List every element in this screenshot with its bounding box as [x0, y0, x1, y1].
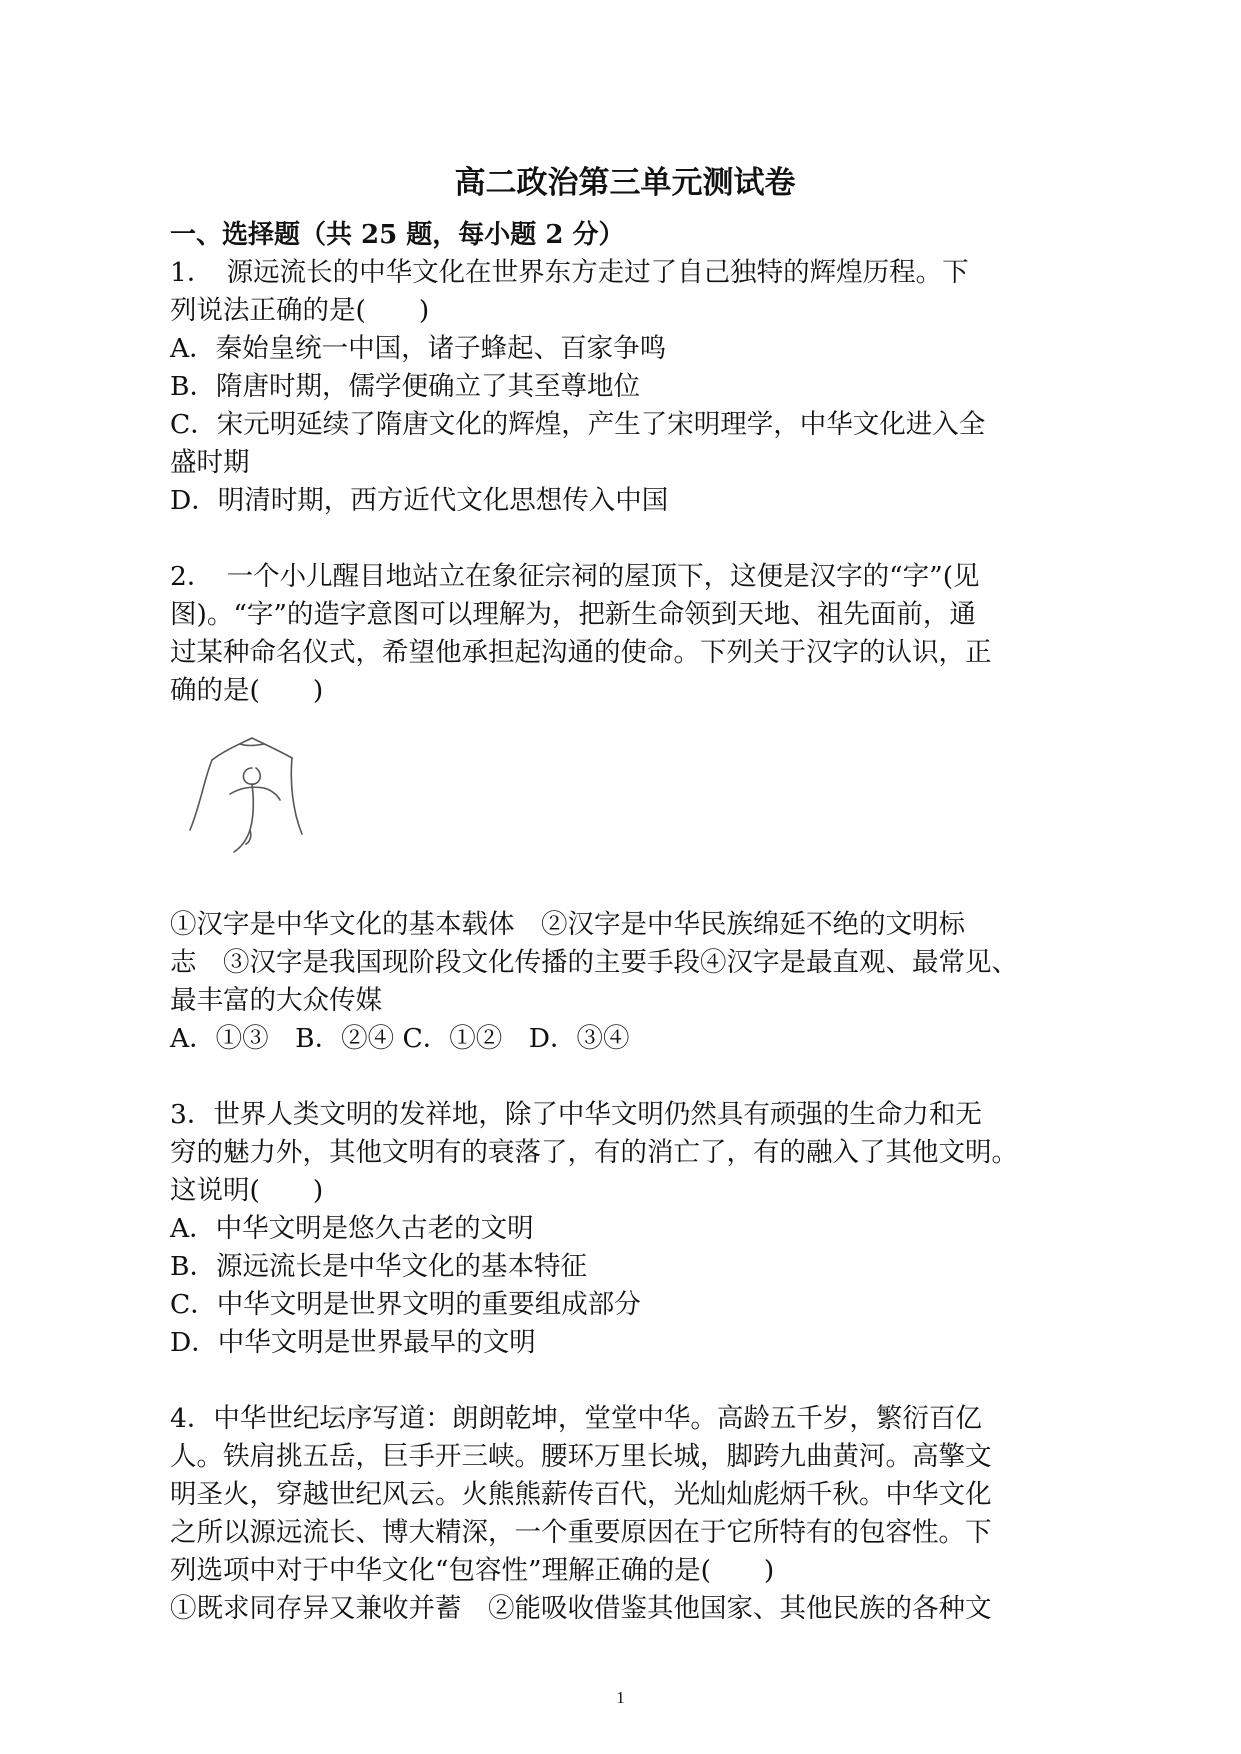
question-stem: 1． 源远流长的中华文化在世界东方走过了自己独特的辉煌历程。下 — [170, 257, 969, 288]
option-c: C．宋元明延续了隋唐文化的辉煌，产生了宋明理学，中华文化进入全 — [170, 409, 986, 440]
option-a: A．秦始皇统一中国，诸子蜂起、百家争鸣 — [170, 333, 667, 364]
option-d: D．明清时期，西方近代文化思想传入中国 — [170, 485, 669, 516]
page-number: 1 — [616, 1688, 625, 1707]
question-stem: 2． 一个小儿醒目地站立在象征宗祠的屋顶下，这便是汉字的“字”(见 — [170, 561, 980, 592]
question-stem: 之所以源远流长、博大精深，一个重要原因在于它所特有的包容性。下 — [170, 1517, 992, 1548]
option-b: B．源远流长是中华文化的基本特征 — [170, 1251, 587, 1282]
question-stem: 穷的魅力外，其他文明有的衰落了，有的消亡了，有的融入了其他文明。 — [170, 1137, 1018, 1168]
question-stem: 列选项中对于中华文化“包容性”理解正确的是( ) — [170, 1555, 775, 1586]
option-b: B．隋唐时期，儒学便确立了其至尊地位 — [170, 371, 640, 402]
statement-list: 最丰富的大众传媒 — [170, 985, 382, 1016]
spacer — [170, 1058, 1080, 1096]
question-stem: 4．中华世纪坛序写道：朗朗乾坤，堂堂中华。高龄五千岁，繁衍百亿 — [170, 1403, 982, 1434]
document-title: 高二政治第三单元测试卷 — [454, 165, 796, 201]
question-stem: 明圣火，穿越世纪风云。火熊熊薪传百代，光灿灿彪炳千秋。中华文化 — [170, 1479, 992, 1510]
option-c: C．中华文明是世界文明的重要组成部分 — [170, 1289, 641, 1320]
question-stem: 图)。“字”的造字意图可以理解为，把新生命领到天地、祖先面前，通 — [170, 599, 976, 630]
ancient-zi-character-icon — [180, 730, 320, 860]
ancient-character-figure — [170, 710, 1080, 906]
question-1 — [170, 254, 1080, 520]
statement-list: ①既求同存异又兼收并蓄 ②能吸收借鉴其他国家、其他民族的各种文 — [170, 1593, 992, 1624]
document-page — [170, 150, 1080, 1628]
statement-list: ①汉字是中华文化的基本载体 ②汉字是中华民族绵延不绝的文明标 — [170, 909, 965, 940]
section-heading: 一、选择题（共 25 题，每小题 2 分） — [170, 220, 625, 250]
spacer — [170, 1362, 1080, 1400]
answer-options: A．①③ B．②④ C．①② D．③④ — [170, 1023, 630, 1054]
question-stem: 过某种命名仪式，希望他承担起沟通的使命。下列关于汉字的认识，正 — [170, 637, 992, 668]
question-3 — [170, 1096, 1080, 1362]
question-stem: 3．世界人类文明的发祥地，除了中华文明仍然具有顽强的生命力和无 — [170, 1099, 982, 1130]
option-a: A．中华文明是悠久古老的文明 — [170, 1213, 534, 1244]
question-stem: 人。铁肩挑五岳，巨手开三峡。腰环万里长城，脚跨九曲黄河。高擎文 — [170, 1441, 992, 1472]
question-stem: 列说法正确的是( ) — [170, 295, 430, 326]
question-2 — [170, 558, 1080, 1058]
option-c: 盛时期 — [170, 447, 250, 478]
question-4 — [170, 1400, 1080, 1628]
option-d: D．中华文明是世界最早的文明 — [170, 1327, 536, 1358]
question-stem: 确的是( ) — [170, 675, 324, 706]
statement-list: 志 ③汉字是我国现阶段文化传播的主要手段④汉字是最直观、最常见、 — [170, 947, 1018, 978]
question-stem: 这说明( ) — [170, 1175, 324, 1206]
spacer — [170, 520, 1080, 558]
